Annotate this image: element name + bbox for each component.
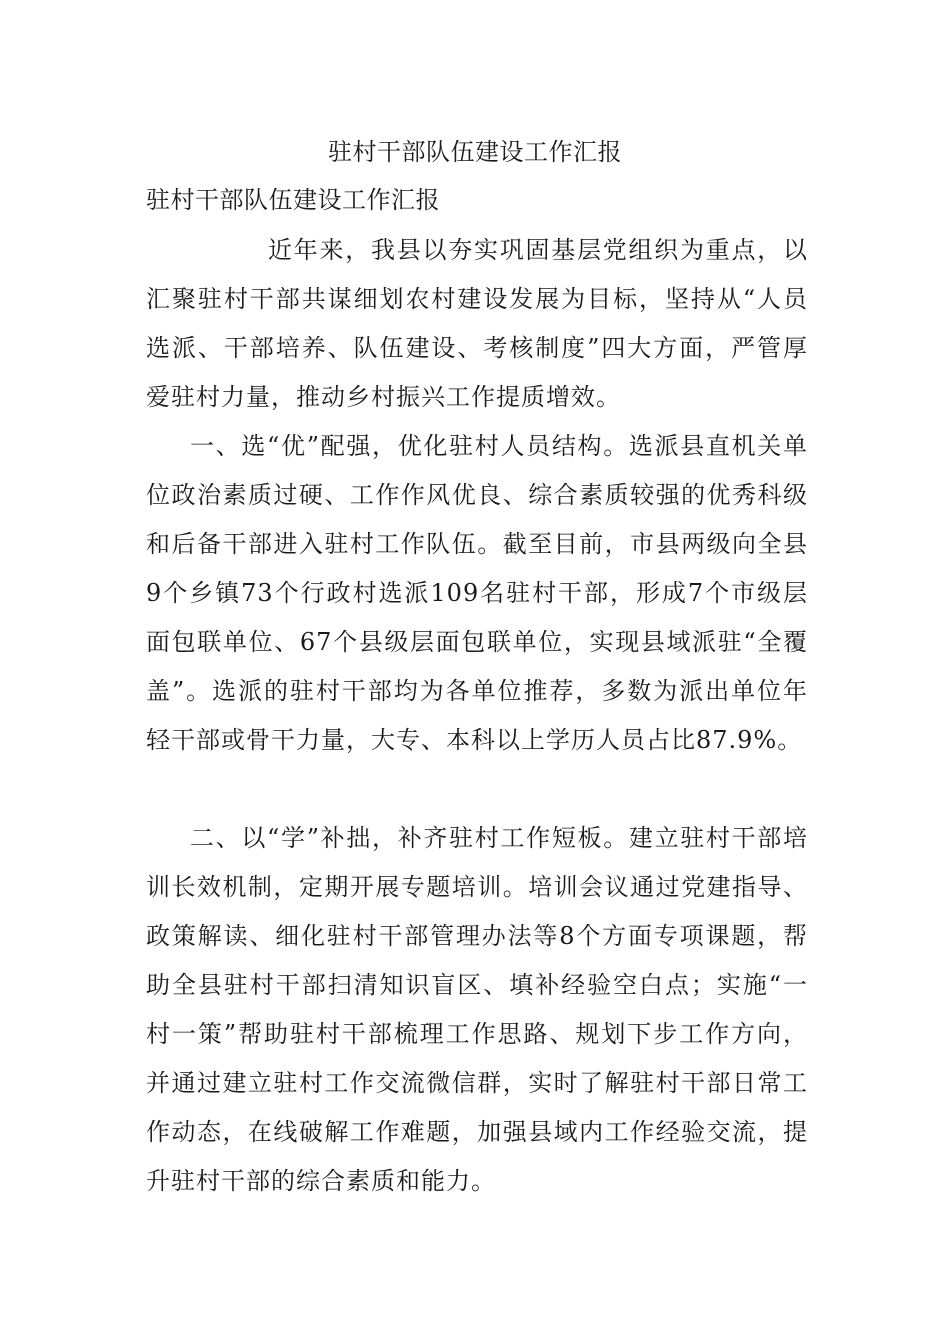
paragraph-section-one: 一、选“优”配强，优化驻村人员结构。选派县直机关单位政治素质过硬、工作作风优良、综合素质较强的优秀科级和后备干部进入驻村工作队伍。截至目前，市县两级向全县9个乡镇73个行政村选派109名驻村干部，形成7个市级层面包联单位、67个县级层面包联单位，实现县域派驻“全覆盖”。选派的驻村干部均为各单位推荐，多数为派出单位年轻干部或骨干力量，大专、本科以上学历人员占比87.9%。 <box>146 432 808 754</box>
paragraph-intro: 近年来，我县以夯实巩固基层党组织为重点，以汇聚驻村干部共谋细划农村建设发展为目标，坚持从“人员选派、干部培养、队伍建设、考核制度”四大方面，严管厚爱驻村力量，推动乡村振兴工作提质增效。 <box>146 236 808 411</box>
paragraph-section-two: 二、以“学”补拙，补齐驻村工作短板。建立驻村干部培训长效机制，定期开展专题培训。培训会议通过党建指导、政策解读、细化驻村干部管理办法等8个方面专项课题，帮助全县驻村干部扫清知识盲区、填补经验空白点；实施“一村一策”帮助驻村干部梳理工作思路、规划下步工作方向，并通过建立驻村工作交流微信群，实时了解驻村干部日常工作动态，在线破解工作难题，加强县域内工作经验交流，提升驻村干部的综合素质和能力。 <box>146 824 808 1195</box>
document-title: 驻村干部队伍建设工作汇报 <box>328 138 622 166</box>
document-subtitle: 驻村干部队伍建设工作汇报 <box>146 186 440 214</box>
